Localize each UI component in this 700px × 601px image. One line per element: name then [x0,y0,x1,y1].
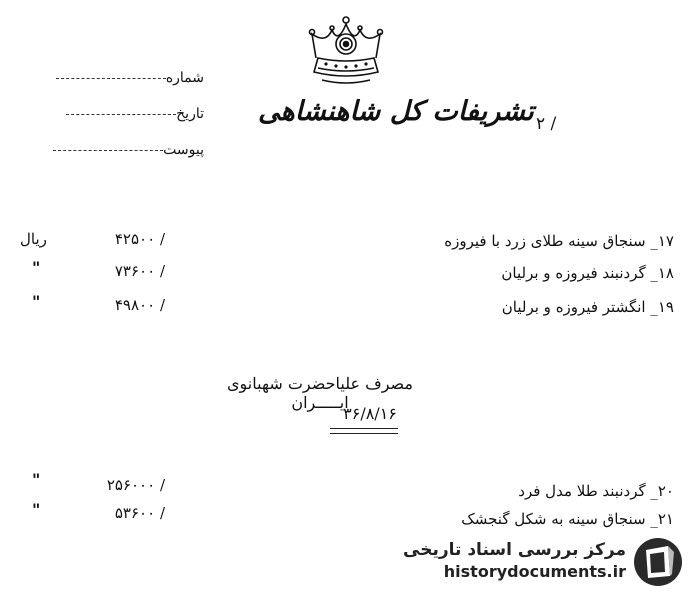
item-label: ۱۷_ سنجاق سینه طلای زرد با فیروزه [444,232,674,250]
crown-emblem-icon [304,14,388,88]
item-ditto-mark: " [32,470,41,489]
item-amount: / ۴۲۵۰۰ [114,230,165,248]
archive-logo-icon [632,536,684,588]
section-heading: مصرف علیاحضرت شهبانوی ایـــــران [227,374,413,412]
item-label: ۲۱_ سنجاق سینه به شکل گنجشک [461,510,674,528]
page-number: / ۲ [536,114,557,134]
item-label: ۱۸_ گردنبند فیروزه و برلیان [501,264,674,282]
item-currency: ریال [20,230,47,248]
item-amount: / ۷۳۶۰۰ [114,262,165,280]
watermark-url[interactable]: historydocuments.ir [443,562,626,581]
office-title: تشریفات کل شاهنشاهی [258,96,534,127]
item-label: ۱۹_ انگشتر فیروزه و برلیان [501,298,674,316]
item-amount: / ۵۳۶۰۰ [114,504,165,522]
date-underline [330,428,398,434]
field-date-label: تاریخ [176,106,204,122]
field-attachment-line [53,150,163,151]
watermark-name: مرکز بررسی اسناد تاریخی [403,540,626,560]
item-label: ۲۰_ گردنبند طلا مدل فرد [518,482,674,500]
field-date-line [66,114,176,115]
field-attachment [47,142,204,158]
item-ditto-mark: " [32,500,41,519]
watermark [400,540,626,581]
field-number-line [56,78,166,79]
item-amount: / ۴۹۸۰۰ [114,296,165,314]
field-number [50,70,204,86]
item-ditto-mark: " [32,258,41,277]
field-number-label: شماره [165,70,204,86]
item-amount: / ۲۵۶۰۰۰ [106,476,165,494]
item-ditto-mark: " [32,292,41,311]
field-attachment-label: پیوست [163,142,204,158]
section-date: ۳۶/۸/۱۶ [343,404,397,423]
field-date [60,106,204,122]
